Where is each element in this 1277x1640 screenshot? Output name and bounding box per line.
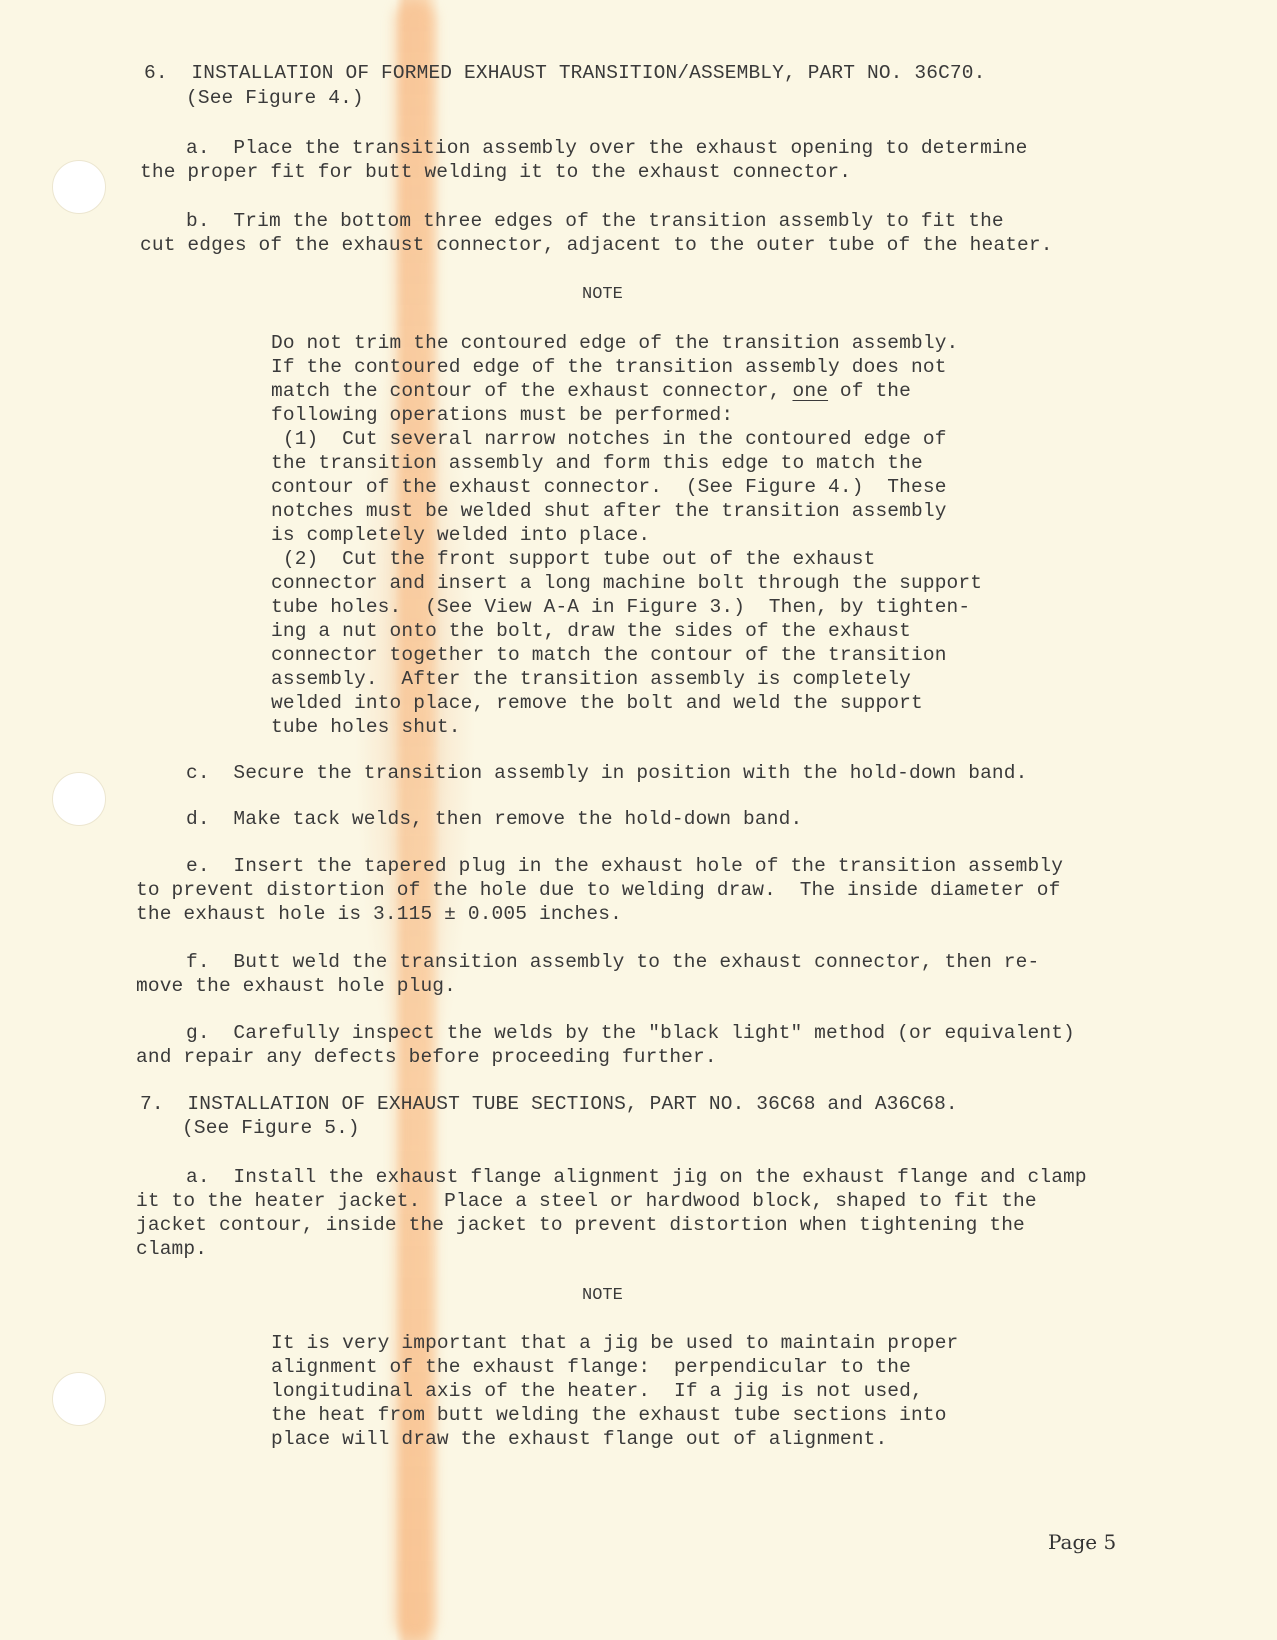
note-line: tube holes. (See View A-A in Figure 3.) Then, by tighten-	[271, 596, 971, 618]
note-title: NOTE	[582, 1286, 623, 1305]
binder-hole-bottom	[52, 1372, 106, 1426]
step-6c: c. Secure the transition assembly in position with the hold-down band.	[186, 762, 1028, 784]
note-line: is completely welded into place.	[271, 524, 651, 546]
note-line: (1) Cut several narrow notches in the contoured edge of	[271, 428, 947, 450]
note-line: (2) Cut the front support tube out of the exhaust	[271, 548, 876, 570]
note-line: the heat from butt welding the exhaust tube sections into	[271, 1404, 947, 1426]
note-line: Do not trim the contoured edge of the transition assembly.	[271, 332, 959, 354]
note-line: connector and insert a long machine bolt through the support	[271, 572, 983, 594]
note-line: assembly. After the transition assembly is completely	[271, 668, 912, 690]
step-6f-line1: f. Butt weld the transition assembly to the exhaust connector, then re-	[186, 951, 1040, 973]
note-line	[271, 380, 911, 402]
note-line: notches must be welded shut after the transition assembly	[271, 500, 947, 522]
step-6g-line1: g. Carefully inspect the welds by the "black light" method (or equivalent)	[186, 1022, 1075, 1044]
note-line: place will draw the exhaust flange out of alignment.	[271, 1428, 888, 1450]
binder-hole-middle	[52, 772, 106, 826]
page-number: Page 5	[1048, 1530, 1117, 1554]
note-line: contour of the exhaust connector. (See Figure 4.) These	[271, 476, 947, 498]
step-6b-line2: cut edges of the exhaust connector, adjacent to the outer tube of the heater.	[140, 234, 1053, 256]
note-line-text: of the	[828, 380, 912, 402]
note-line: alignment of the exhaust flange: perpendicular to the	[271, 1356, 912, 1378]
emphasis-one: one	[792, 380, 829, 402]
note-line: If the contoured edge of the transition assembly does not	[271, 356, 947, 378]
note-line: It is very important that a jig be used to maintain proper	[271, 1332, 959, 1354]
note-line: welded into place, remove the bolt and weld the support	[271, 692, 923, 714]
step-6b-line1: b. Trim the bottom three edges of the transition assembly to fit the	[186, 210, 1004, 232]
step-6d: d. Make tack welds, then remove the hold-down band.	[186, 808, 803, 830]
step-7a-line4: clamp.	[136, 1238, 208, 1260]
step-6e-line3: the exhaust hole is 3.115 ± 0.005 inches.	[136, 903, 622, 925]
note-line: following operations must be performed:	[271, 404, 734, 426]
step-7a-line2: it to the heater jacket. Place a steel or hardwood block, shaped to fit the	[136, 1190, 1037, 1212]
note-line: ing a nut onto the bolt, draw the sides of the exhaust	[271, 620, 912, 642]
section-7-heading: 7. INSTALLATION OF EXHAUST TUBE SECTIONS, PART NO. 36C68 and A36C68.	[140, 1093, 958, 1115]
step-6g-line2: and repair any defects before proceeding further.	[136, 1046, 717, 1068]
step-6e-line1: e. Insert the tapered plug in the exhaust hole of the transition assembly	[186, 855, 1064, 877]
note-line: longitudinal axis of the heater. If a jig is not used,	[271, 1380, 923, 1402]
binder-hole-top	[52, 160, 106, 214]
section-6-figure-ref: (See Figure 4.)	[186, 87, 364, 109]
note-line: the transition assembly and form this edge to match the	[271, 452, 923, 474]
note-line: tube holes shut.	[271, 716, 461, 738]
step-6f-line2: move the exhaust hole plug.	[136, 975, 457, 997]
note-title: NOTE	[582, 285, 623, 304]
note-line: connector together to match the contour of the transition	[271, 644, 947, 666]
step-7a-line3: jacket contour, inside the jacket to prevent distortion when tightening the	[136, 1214, 1025, 1236]
note-line-text: match the contour of the exhaust connector,	[271, 380, 793, 402]
step-6a-line2: the proper fit for butt welding it to the exhaust connector.	[140, 161, 852, 183]
step-6a-line1: a. Place the transition assembly over the exhaust opening to determine	[186, 137, 1028, 159]
step-6e-line2: to prevent distortion of the hole due to welding draw. The inside diameter of	[136, 879, 1061, 901]
section-6-heading: 6. INSTALLATION OF FORMED EXHAUST TRANSITION/ASSEMBLY, PART NO. 36C70.	[144, 62, 986, 84]
step-7a-line1: a. Install the exhaust flange alignment jig on the exhaust flange and clamp	[186, 1166, 1087, 1188]
section-7-figure-ref: (See Figure 5.)	[182, 1117, 360, 1139]
